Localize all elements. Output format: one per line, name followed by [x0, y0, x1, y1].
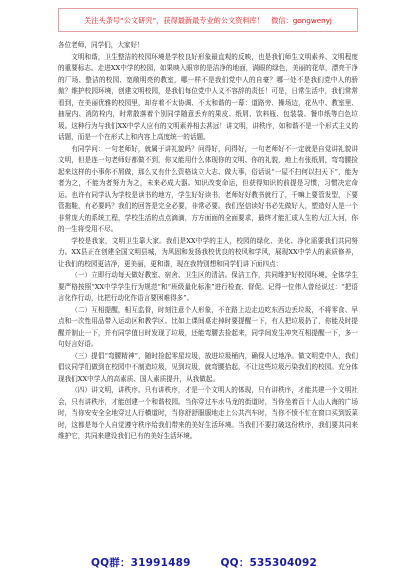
paragraph-7: （四）讲文明，讲秩序。只有讲秩序，才是一个文明人的体现，只有讲秩序，才能共建一个文明社会，只有讲秩序，才能创建一个和谐校园。当你穿过车水马龙的街道时，当你坐着百十人山人海的广场时，当你安安全全地穿过人行横道时，当你舒舒服服地走上公共汽车时，当你不愤不忙在窗口买到饭菜时，这都是每个人自觉遵守秩序给我们带来的美好生活环境。当我们不要打破这份秩序，我们要共同来维护它，共同来建设我们已有的美好生活环境。 [58, 386, 358, 440]
contact-footer [0, 555, 408, 570]
paragraph-5: （二）互相提醒，相互监督，时刻注意个人形象，不在路上边走边吃东西边丢垃圾，不将零食、早点和一次性用品带入运动区和教学区。比如上课间桌走掉时要提醒一下，有人把垃圾扔了，你能及时提醒并制止一下，并有同学值日时发现了垃圾，还能弯腰去捡起来，同学间发生冲突互相提醒一下，多一句好言好语。 [58, 305, 358, 348]
promo-banner [58, 8, 358, 32]
promo-banner-text: 关注头条号“公文研究”，获得最新最专业的公文资料库！ 微信：gongwenyj [84, 16, 332, 25]
greeting-line: 各位老师，同学们，大家好！ [58, 41, 144, 49]
qq-group-number: QQ群：31991489 [90, 557, 191, 569]
paragraph-4: （一）立即行动每天做好教室、宿舍、卫生区的清洁。保洁工作，共同维护好校园环境。全体学生要严格按照“XX中学学生行为规范”和“班级量化标准”进行检查、督促。记得一位伟人曾经说过：“把语言化作行动，比把行动化作语言要困难得多”。 [58, 271, 358, 302]
speech-body [58, 40, 358, 443]
paragraph-2: 有同学问：一句老师好，就属于讲礼貌吗？问得好，问得好，一句老师好不一定就是自觉讲礼貌讲文明，但是连一句老师好都做不到，你又能用什么体现你的文明、你的礼貌，地上有张纸屑，弯弯腰捡起来这样的小事你不屑做，那么又有什么资格谈立大志、做大事，俗话说“一屋不扫何以扫天下”，能为者为之，不能为者努力为之，未来必成大器。知识改变命运，但获得知识的前提是习惯，习惯决定命运。也许有同学认为学校是读书的地方，学生好好读书，老师好好教书就行了，千嘛上要管发型，下要管拖鞋，有必要吗？我们的回答是完全必要，非常必要。我们坚信读好书必先做好人，塑造好人是一个非常庞大的系统工程，学校生活的点点滴滴，方方面面的全面要求，最终才能汇成人生的大江大河，你的一生将受用不尽。 [58, 144, 358, 233]
paragraph-1: 文明和谐，卫生整洁的校园环境是学校良好形象最直观的反映，也是我们师生文明素养、文明程度的重要标志。走进XX中学的校园，如果映入眼帘的是洁净的地面，满眼的绿色，美丽的花草，漂亮干净的厂场、整洁的校园、宽敞明亮的教室，哪一样不是我们党中人的自豪？哪一处不是我们党中人的骄傲？维护校园环境，创建文明校园，是我们每位党中人义不容辞的责任！可是，日常生活中，我们常常看到，在美丽优雅的校园里，却存着不太协调、不太和谐的一幕：道路旁、操场边，花丛中、教室里、抽屉内、消防栓内，时常散落着个别同学随意丢弃的果皮、纸屑、饮料瓶、包装袋、餐巾纸等白色垃圾。这种行为与我们XX中学人应有的文明素养相去甚远！讲文明，讲秩序，如和谐不是一个形式主义的话题，而是一个在形式上和内容上高度统一的话题。 [58, 52, 358, 141]
qq-number: QQ：535304092 [220, 557, 318, 569]
paragraph-3: 学校是我家，文明卫生靠大家。我们是XX中学的主人，校园的绿化、美化、净化需要我们共同努力。XX县正在创建全国文明县城，为风固和发扬我校优良的校风和学风，展现XX中学人的素质修养，让我们的校园更洁净，更美丽，更和谐，现在我特别想和同学们讲下面四点： [58, 236, 358, 268]
paragraph-6: （三）提倡“弯腰精神”，随时捡起零星垃圾，放进垃圾桶内，确保人过地净。做文明党中人，我们倡议同学们做到在校园中不制造垃圾，见到垃圾，就弯腰拾起，不让这些垃圾污染我们的校园。充分体现我们XX中学人的高素质、国人素质提升，从我做起。 [58, 351, 358, 383]
